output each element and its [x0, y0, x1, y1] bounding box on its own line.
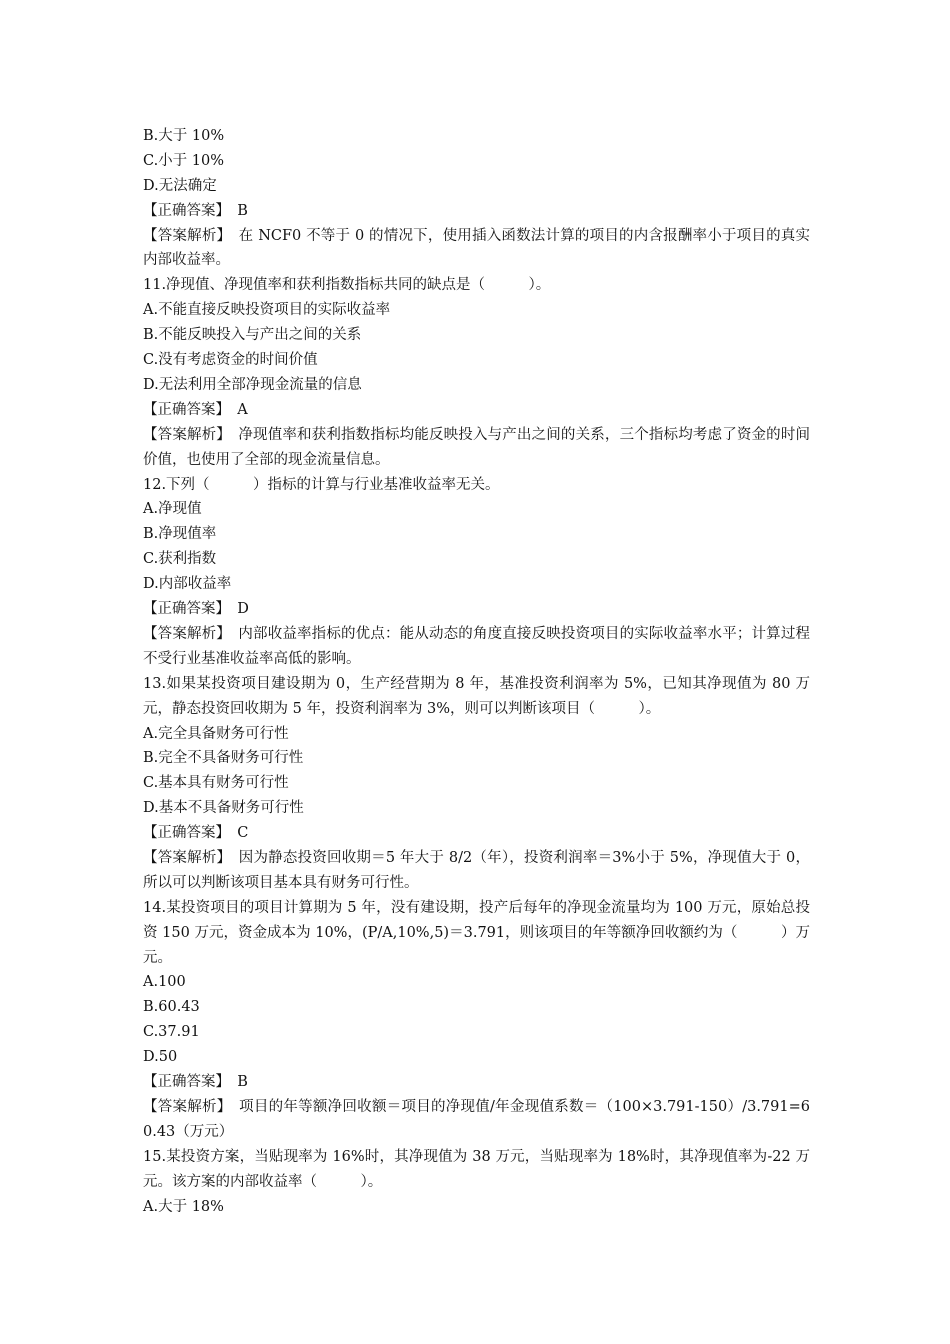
answer-explanation: 【答案解析】 项目的年等额净回收额＝项目的净现值/年金现值系数＝（100×3.791-150）/3.791=60.43（万元） — [143, 1098, 810, 1140]
answer-explanation: 【答案解析】 在 NCF0 不等于 0 的情况下，使用插入函数法计算的项目的内含报酬率小于项目的真实内部收益率。 — [143, 227, 810, 269]
option-b: B.净现值率 — [143, 526, 217, 543]
option-a: A.不能直接反映投资项目的实际收益率 — [143, 302, 391, 319]
option-c: C.获利指数 — [143, 551, 217, 568]
document-body — [143, 124, 810, 1219]
option-c: C.37.91 — [143, 1024, 200, 1041]
option-b: B.60.43 — [143, 999, 200, 1016]
answer-explanation: 【答案解析】 净现值率和获利指数指标均能反映投入与产出之间的关系，三个指标均考虑了资金的时间价值，也使用了全部的现金流量信息。 — [143, 426, 810, 468]
option-a: A.大于 18% — [143, 1198, 224, 1215]
option-c: C.没有考虑资金的时间价值 — [143, 352, 318, 369]
question-11: 11.净现值、净现值率和获利指数指标共同的缺点是（ ）。 — [143, 277, 551, 294]
question-14: 14.某投资项目的项目计算期为 5 年，没有建设期，投产后每年的净现金流量均为 100 万元，原始总投资 150 万元，资金成本为 10%，(P/A,10%,5)＝3.791，则该项目的年等额净回收额约为（ ）万元。 — [143, 899, 810, 966]
correct-answer: 【正确答案】 A — [143, 401, 248, 418]
option-d: D.50 — [143, 1049, 178, 1066]
option-c: C.小于 10% — [143, 152, 225, 169]
option-b: B.大于 10% — [143, 128, 225, 144]
option-d: D.无法利用全部净现金流量的信息 — [143, 376, 362, 393]
option-b: B.完全不具备财务可行性 — [143, 750, 304, 767]
question-15: 15.某投资方案，当贴现率为 16%时，其净现值为 38 万元，当贴现率为 18%时，其净现值率为-22 万元。该方案的内部收益率（ ）。 — [143, 1148, 810, 1190]
correct-answer: 【正确答案】 D — [143, 600, 249, 617]
option-a: A.100 — [143, 974, 186, 991]
answer-explanation: 【答案解析】 内部收益率指标的优点：能从动态的角度直接反映投资项目的实际收益率水平；计算过程不受行业基准收益率高低的影响。 — [143, 625, 810, 667]
correct-answer: 【正确答案】 B — [143, 202, 248, 219]
answer-explanation: 【答案解析】 因为静态投资回收期＝5 年大于 8/2（年），投资利润率＝3%小于 5%，净现值大于 0，所以可以判断该项目基本具有财务可行性。 — [143, 849, 810, 891]
option-d: D.基本不具备财务可行性 — [143, 800, 304, 817]
question-13: 13.如果某投资项目建设期为 0，生产经营期为 8 年，基准投资利润率为 5%，已知其净现值为 80 万元，静态投资回收期为 5 年，投资利润率为 3%，则可以判断该项目（ ）。 — [143, 675, 810, 717]
option-d: D.内部收益率 — [143, 576, 232, 593]
option-a: A.完全具备财务可行性 — [143, 725, 289, 742]
question-12: 12.下列（ ）指标的计算与行业基准收益率无关。 — [143, 476, 500, 493]
option-b: B.不能反映投入与产出之间的关系 — [143, 327, 362, 344]
correct-answer: 【正确答案】 B — [143, 1074, 248, 1091]
option-c: C.基本具有财务可行性 — [143, 775, 289, 792]
option-a: A.净现值 — [143, 501, 202, 518]
option-d: D.无法确定 — [143, 177, 217, 194]
correct-answer: 【正确答案】 C — [143, 825, 249, 842]
